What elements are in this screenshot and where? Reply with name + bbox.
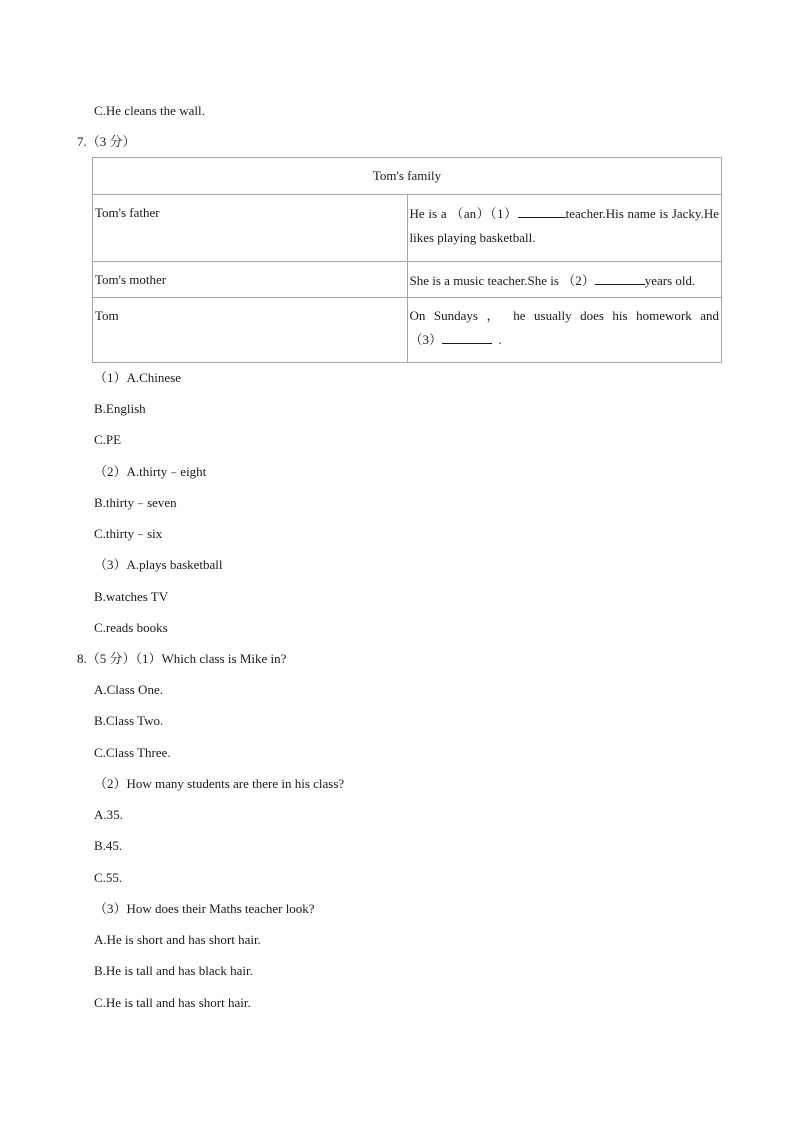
question-number: 7. [77, 134, 87, 149]
row-desc-mother: She is a music teacher.She is （2） years old. [407, 262, 722, 298]
question-number: 8. [77, 651, 87, 666]
q8-line: A.Class One. [94, 682, 163, 697]
q7-option: （2）A.thirty﹣eight [94, 464, 207, 479]
question-8-header [77, 651, 286, 667]
q8-line: B.Class Two. [94, 713, 164, 728]
row-desc-tom: On Sundays ， he usually does his homework and （3） . [407, 298, 722, 363]
toms-family-table [92, 157, 722, 363]
row-label-tom: Tom [93, 298, 408, 363]
q7-option: B.watches TV [94, 589, 169, 604]
q8-line: C.Class Three. [94, 745, 171, 760]
row-label-mother: Tom's mother [93, 262, 408, 298]
question-prompt: （5 分）（1）Which class is Mike in? [86, 651, 287, 666]
q7-option: C.reads books [94, 620, 168, 635]
row-desc-father: He is a （an）（1） teacher.His name is Jacky.He likes playing basketball. [407, 195, 722, 262]
q8-line: （2）How many students are there in his class? [94, 776, 345, 791]
q8-line: B.He is tall and has black hair. [94, 963, 253, 978]
q7-option: B.thirty﹣seven [94, 495, 177, 510]
q8-line: C.55. [94, 870, 123, 885]
blank-1 [518, 205, 566, 218]
q8-line: B.45. [94, 838, 123, 853]
q8-line: C.He is tall and has short hair. [94, 995, 251, 1010]
previous-option-c: C.He cleans the wall. [94, 103, 205, 118]
blank-2 [595, 272, 645, 285]
table-title: Tom's family [93, 158, 722, 195]
q7-option: （3）A.plays basketball [94, 557, 223, 572]
row-label-father: Tom's father [93, 195, 408, 262]
question-score: （3 分） [86, 134, 136, 149]
q7-option: （1）A.Chinese [94, 370, 182, 385]
q7-option: B.English [94, 401, 146, 416]
q7-option: C.PE [94, 432, 122, 447]
q7-option: C.thirty﹣six [94, 526, 163, 541]
blank-3 [442, 331, 492, 344]
q8-line: A.He is short and has short hair. [94, 932, 261, 947]
q8-line: A.35. [94, 807, 123, 822]
question-7-header [77, 134, 136, 150]
q8-line: （3）How does their Maths teacher look? [94, 901, 315, 916]
